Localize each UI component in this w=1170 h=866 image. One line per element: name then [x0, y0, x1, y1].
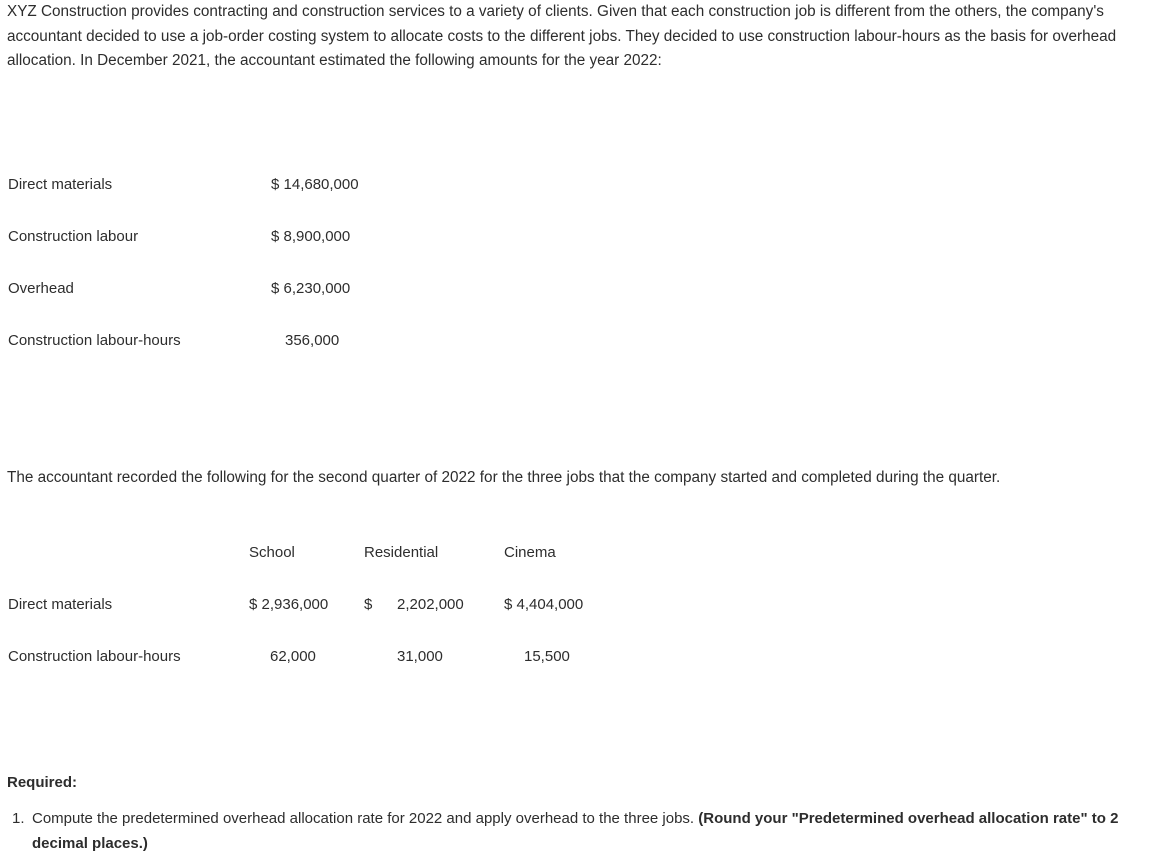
estimate-label-construction-labour: Construction labour — [8, 228, 139, 245]
school-labour-hours: 62,000 — [270, 648, 316, 665]
estimate-label-overhead: Overhead — [8, 280, 74, 297]
column-header-residential: Residential — [364, 544, 439, 561]
cinema-direct-materials: $ 4,404,000 — [504, 596, 584, 613]
intro-paragraph: XYZ Construction provides contracting and construction services to a variety of clients. Given that each construction job is different from the others, the company's accountant decided to use a job-order costing system to allocate costs to the different jobs. They decided to use construction labour-hours as the basis for overhead allocation. In December 2021, the accountant estimated the following amounts for the year 2022: — [7, 3, 1117, 69]
school-direct-materials: $ 2,936,000 — [249, 596, 329, 613]
column-header-cinema: Cinema — [504, 544, 556, 561]
question-number: 1. — [12, 810, 25, 827]
required-heading: Required: — [7, 774, 78, 791]
residential-direct-materials: 2,202,000 — [397, 596, 464, 613]
estimate-label-direct-materials: Direct materials — [8, 176, 113, 193]
estimate-value-overhead: $ 6,230,000 — [271, 280, 351, 297]
estimate-value-direct-materials: $ 14,680,000 — [271, 176, 359, 193]
cinema-labour-hours: 15,500 — [524, 648, 570, 665]
estimate-value-labour-hours: 356,000 — [285, 332, 340, 349]
estimate-value-construction-labour: $ 8,900,000 — [271, 228, 351, 245]
column-header-school: School — [249, 544, 295, 561]
residential-direct-materials-currency: $ — [364, 596, 373, 613]
jobs-row-label-direct-materials: Direct materials — [8, 596, 113, 613]
question-1 — [12, 807, 1162, 856]
estimate-label-labour-hours: Construction labour-hours — [8, 332, 181, 349]
jobs-row-label-labour-hours: Construction labour-hours — [8, 648, 181, 665]
question-text: Compute the predetermined overhead allocation rate for 2022 and apply overhead to the three jobs. — [32, 810, 695, 827]
quarter-description: The accountant recorded the following for the second quarter of 2022 for the three jobs that the company started and completed during the quarter. — [7, 469, 1001, 486]
residential-labour-hours: 31,000 — [397, 648, 443, 665]
question-rounding-note-continued: decimal places.) — [32, 834, 148, 852]
question-rounding-note: (Round your "Predetermined overhead allocation rate" to 2 — [698, 810, 1119, 827]
